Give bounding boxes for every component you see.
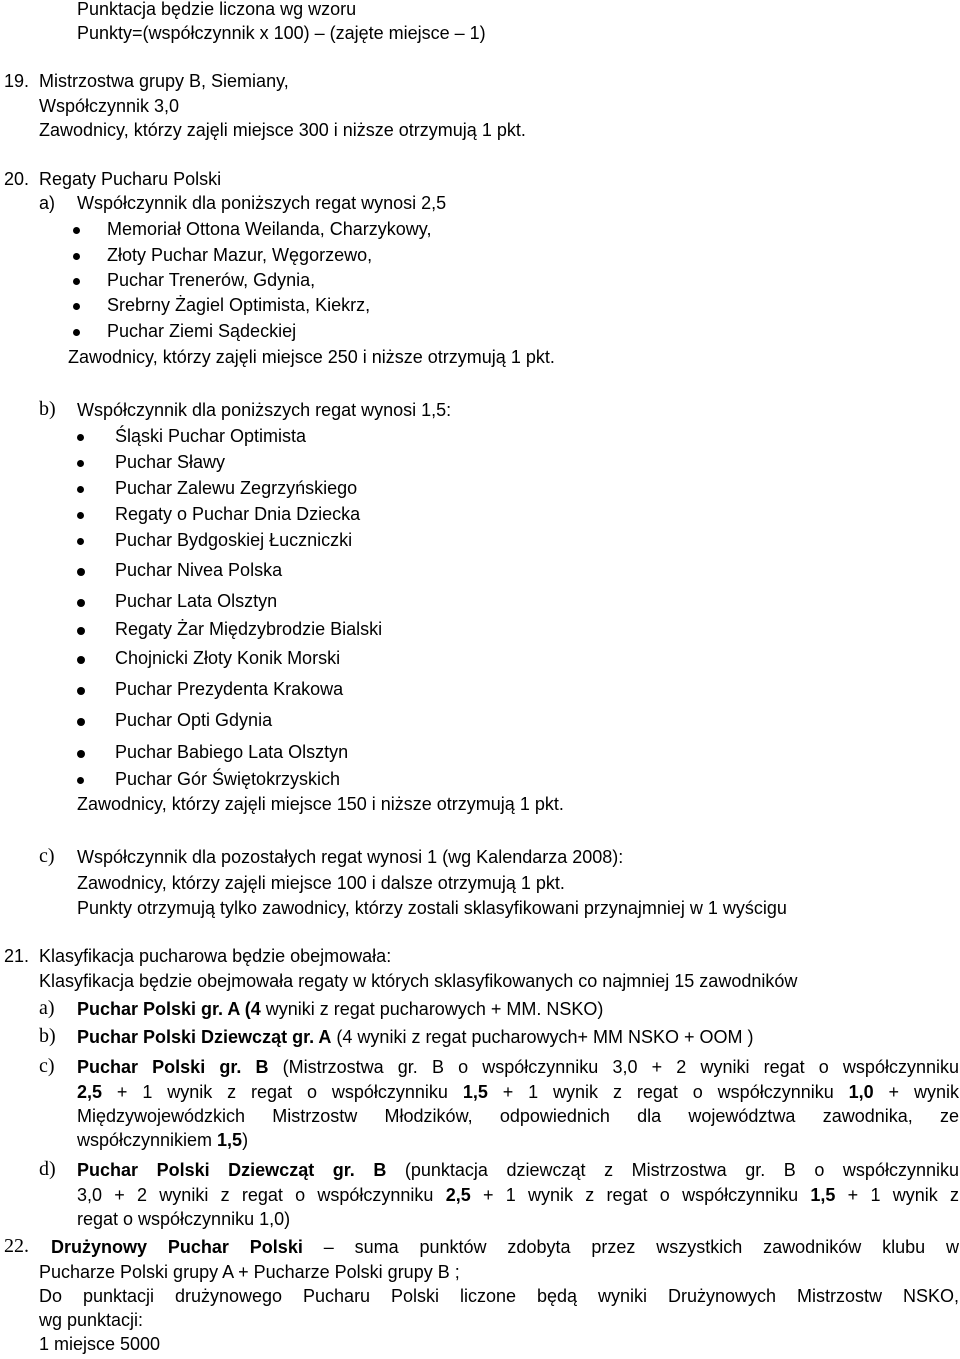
section-20a-list-item: Puchar Trenerów, Gdynia, bbox=[107, 270, 316, 290]
section-21d-bold: Puchar Polski Dziewcząt gr. B bbox=[77, 1160, 387, 1180]
section-21a-bold-number: 4 bbox=[250, 999, 261, 1019]
section-20b-bullet-icon bbox=[77, 687, 85, 695]
section-20a-bullet-icon bbox=[73, 303, 80, 310]
section-20b-list-item: Chojnicki Złoty Konik Morski bbox=[115, 648, 341, 668]
section-21d-line-3: regat o współczynniku 1,0) bbox=[77, 1209, 291, 1229]
section-22-line-1-rest: – suma punktów zdobyta przez wszystkich zawodników klubu w bbox=[302, 1237, 959, 1257]
section-21a-text bbox=[77, 997, 603, 1021]
section-21-title: Klasyfikacja pucharowa będzie obejmowała: bbox=[39, 946, 392, 966]
section-21a-rest: wyniki z regat pucharowych + MM. NSKO) bbox=[260, 999, 604, 1019]
section-20b-list-item: Regaty Żar Międzybrodzie Bialski bbox=[115, 619, 383, 639]
coef-1-5: 1,5 bbox=[810, 1185, 836, 1205]
section-22-number: 22. bbox=[4, 1235, 29, 1257]
section-20a-heading: Współczynnik dla poniższych regat wynosi 2,5 bbox=[77, 193, 447, 213]
section-21c-line-1-rest: (Mistrzostwa gr. B o współczynniku 3,0 + 2 wyniki regat o współczynniku bbox=[268, 1057, 959, 1077]
section-21d-line-2 bbox=[77, 1183, 959, 1207]
section-22-line-3: Do punktacji drużynowego Pucharu Polski liczone będą wyniki Drużynowych Mistrzostw NSKO, bbox=[39, 1286, 959, 1306]
section-19-number: 19. bbox=[4, 71, 30, 91]
text-part: współczynnikiem bbox=[77, 1130, 218, 1150]
section-21c-line-1 bbox=[77, 1055, 959, 1079]
section-21d-line-1-rest: (punktacja dziewcząt z Mistrzostwa gr. B o współczynniku bbox=[386, 1160, 959, 1180]
section-20c-rule-1: Zawodnicy, którzy zajęli miejsce 100 i dalsze otrzymują 1 pkt. bbox=[77, 873, 565, 893]
section-20b-bullet-icon bbox=[77, 599, 85, 607]
section-21b-rest: (4 wyniki z regat pucharowych+ MM NSKO + OOM ) bbox=[331, 1027, 754, 1047]
section-20a-bullet-icon bbox=[73, 253, 80, 260]
section-21a-marker: a) bbox=[39, 997, 55, 1019]
section-20a-rule: Zawodnicy, którzy zajęli miejsce 250 i niższe otrzymują 1 pkt. bbox=[68, 347, 555, 367]
section-20b-bullet-icon bbox=[77, 750, 85, 758]
section-22-line-5: 1 miejsce 5000 bbox=[39, 1334, 161, 1354]
section-20b-list-item: Puchar Sławy bbox=[115, 452, 226, 472]
section-20b-rule: Zawodnicy, którzy zajęli miejsce 150 i niższe otrzymują 1 pkt. bbox=[77, 794, 564, 814]
section-20b-list-item: Regaty o Puchar Dnia Dziecka bbox=[115, 504, 361, 524]
section-19-title: Mistrzostwa grupy B, Siemiany, bbox=[39, 71, 289, 91]
section-21c-line-2 bbox=[77, 1080, 959, 1104]
section-20-title: Regaty Pucharu Polski bbox=[39, 169, 222, 189]
section-20c-marker: c) bbox=[39, 845, 55, 867]
section-21c-bold: Puchar Polski gr. B bbox=[77, 1057, 269, 1077]
section-20b-list-item: Puchar Nivea Polska bbox=[115, 560, 283, 580]
section-21a-bold: Puchar Polski gr. A ( bbox=[77, 999, 251, 1019]
section-20a-marker: a) bbox=[39, 193, 56, 213]
section-21-number: 21. bbox=[4, 946, 30, 966]
section-21c-line-4 bbox=[77, 1128, 248, 1152]
section-20b-list-item: Puchar Bydgoskiej Łuczniczki bbox=[115, 530, 353, 550]
section-20b-bullet-icon bbox=[77, 434, 84, 441]
section-20c-rule-2: Punkty otrzymują tylko zawodnicy, którzy zostali sklasyfikowani przynajmniej w 1 wyścigu bbox=[77, 898, 787, 918]
section-20b-bullet-icon bbox=[77, 718, 85, 726]
text-part: + 1 wynik z regat o współczynniku bbox=[470, 1185, 811, 1205]
section-20b-list-item: Puchar Prezydenta Krakowa bbox=[115, 679, 344, 699]
section-20b-list-item: Puchar Babiego Lata Olsztyn bbox=[115, 742, 349, 762]
section-20b-marker: b) bbox=[39, 398, 56, 420]
section-21b-bold: Puchar Polski Dziewcząt gr. A bbox=[77, 1027, 332, 1047]
section-20a-list-item: Puchar Ziemi Sądeckiej bbox=[107, 321, 297, 341]
section-22-line-2: Pucharze Polski grupy A + Pucharze Polski grupy B ; bbox=[39, 1262, 460, 1282]
section-20b-bullet-icon bbox=[77, 656, 85, 664]
text-part: + wynik bbox=[873, 1082, 959, 1102]
section-21b-marker: b) bbox=[39, 1025, 56, 1047]
section-20a-bullet-icon bbox=[73, 227, 80, 234]
section-20b-list-item: Puchar Opti Gdynia bbox=[115, 710, 273, 730]
section-21c-marker: c) bbox=[39, 1055, 55, 1077]
section-21d-marker: d) bbox=[39, 1158, 56, 1180]
section-20c-heading: Współczynnik dla pozostałych regat wynosi 1 (wg Kalendarza 2008): bbox=[77, 847, 624, 867]
section-20b-list-item: Puchar Gór Świętokrzyskich bbox=[115, 769, 341, 789]
section-20a-list-item: Srebrny Żagiel Optimista, Kiekrz, bbox=[107, 295, 371, 315]
section-20b-list-item: Śląski Puchar Optimista bbox=[115, 426, 307, 446]
section-22-bold: Drużynowy Puchar Polski bbox=[51, 1237, 303, 1257]
coef-1-5: 1,5 bbox=[462, 1082, 488, 1102]
section-19-coefficient: Współczynnik 3,0 bbox=[39, 96, 180, 116]
section-21b-text bbox=[77, 1025, 754, 1049]
section-22-line-1 bbox=[51, 1235, 959, 1259]
section-20b-bullet-icon bbox=[77, 512, 84, 519]
intro-line-1: Punktacja będzie liczona wg wzoru bbox=[77, 0, 357, 19]
section-20b-bullet-icon bbox=[77, 460, 84, 467]
coef-2-5: 2,5 bbox=[77, 1082, 103, 1102]
text-part: ) bbox=[242, 1130, 249, 1150]
section-20b-bullet-icon bbox=[77, 777, 84, 784]
intro-formula: Punkty=(współczynnik x 100) – (zajęte miejsce – 1) bbox=[77, 23, 486, 43]
section-21c-line-3: Międzywojewódzkich Mistrzostw Młodzików, odpowiednich dla województwa zawodnika, ze bbox=[77, 1106, 959, 1126]
section-20b-bullet-icon bbox=[77, 538, 84, 545]
text-part: + 1 wynik z bbox=[835, 1185, 959, 1205]
text-part: + 1 wynik z regat o współczynniku bbox=[487, 1082, 849, 1102]
section-20b-heading: Współczynnik dla poniższych regat wynosi 1,5: bbox=[77, 400, 452, 420]
section-21d-line-1 bbox=[77, 1158, 959, 1182]
coef-1-5: 1,5 bbox=[217, 1130, 243, 1150]
coef-2-5: 2,5 bbox=[445, 1185, 471, 1205]
section-20b-list-item: Puchar Zalewu Zegrzyńskiego bbox=[115, 478, 358, 498]
section-22-line-4: wg punktacji: bbox=[39, 1310, 144, 1330]
section-20a-bullet-icon bbox=[73, 278, 80, 285]
section-20a-bullet-icon bbox=[73, 329, 80, 336]
section-21-intro: Klasyfikacja będzie obejmowała regaty w których sklasyfikowanych co najmniej 15 zawodników bbox=[39, 971, 798, 991]
text-part: 3,0 + 2 wyniki z regat o współczynniku bbox=[77, 1185, 446, 1205]
section-20b-bullet-icon bbox=[77, 627, 85, 635]
section-20b-list-item: Puchar Lata Olsztyn bbox=[115, 591, 278, 611]
section-20-number: 20. bbox=[4, 169, 30, 189]
section-20b-bullet-icon bbox=[77, 568, 85, 576]
text-part: + 1 wynik z regat o współczynniku bbox=[102, 1082, 463, 1102]
section-19-rule: Zawodnicy, którzy zajęli miejsce 300 i niższe otrzymują 1 pkt. bbox=[39, 120, 526, 140]
section-20a-list-item: Złoty Puchar Mazur, Węgorzewo, bbox=[107, 245, 373, 265]
section-20b-bullet-icon bbox=[77, 486, 84, 493]
section-20a-list-item: Memoriał Ottona Weilanda, Charzykowy, bbox=[107, 219, 432, 239]
coef-1-0: 1,0 bbox=[848, 1082, 874, 1102]
